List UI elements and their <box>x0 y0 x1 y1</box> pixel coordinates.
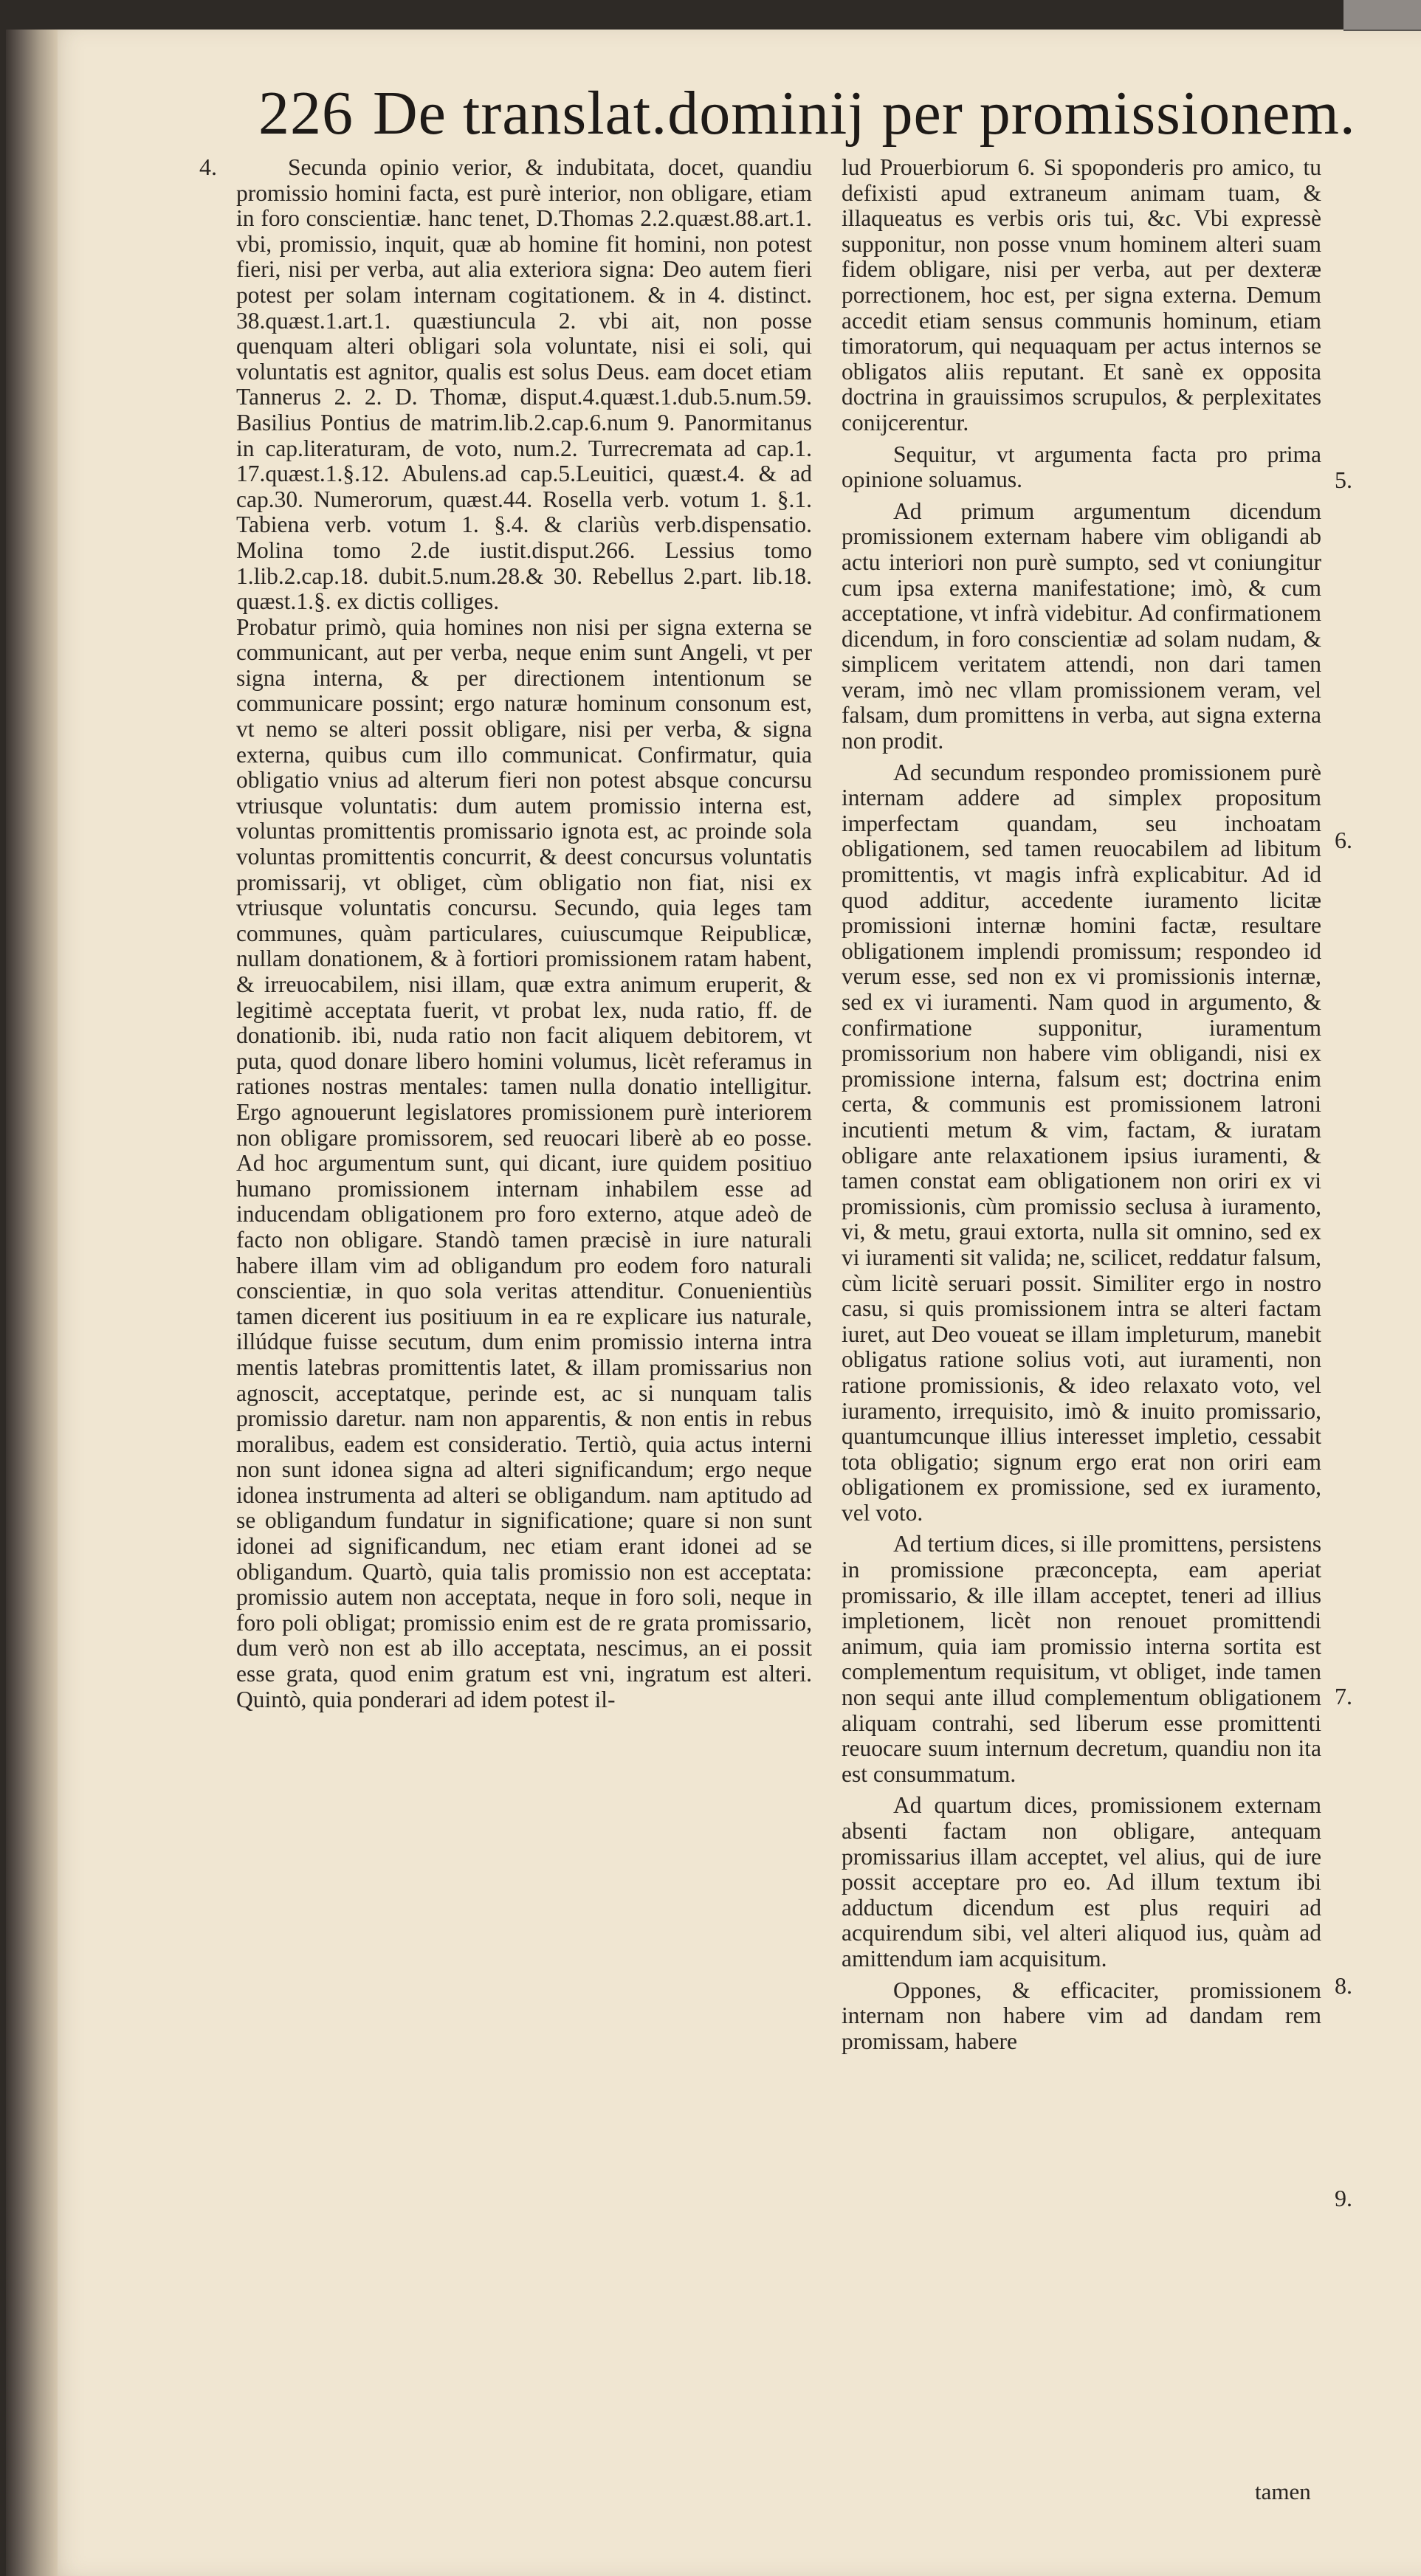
margin-number-5: 5. <box>1335 466 1352 493</box>
catchword: tamen <box>1255 2479 1311 2504</box>
right-paragraph-2: Sequitur, vt argumenta facta pro prima opinione soluamus. <box>842 441 1321 493</box>
margin-number-4: 4. <box>199 154 217 180</box>
margin-number-9: 9. <box>1335 2185 1352 2211</box>
margin-number-6: 6. <box>1335 827 1352 853</box>
running-header <box>258 78 1366 149</box>
right-paragraph-7: Oppones, & efficaciter, promissionem internam non habere vim ad dandam rem promissam, habere <box>842 1977 1321 2054</box>
right-paragraph-4: Ad secundum respondeo promissionem purè internam addere ad simplex propositum imperfectam quandam, seu inchoatam obligationem, sed tamen reuocabilem ad libitum promittentis, vt magis infrà explicabitur. Ad id quod additur, accedente iuramento licitæ promissioni internæ homini factæ, resultare obligationem implendi promissum; respondeo id verum esse, sed non ex vi promissionis internæ, sed ex vi iuramenti. Nam quod in argumento, & confirmatione supponitur, iuramentum promissorium non habere vim obligandi, nisi ex promissione interna, falsum est; doctrina enim certa, & communis est promissionem latroni incutienti metum & vim, factam, & iuratam obligare ante relaxationem ipsius iuramenti, & tamen constat eam obligationem non oriri ex vi promissionis, cùm promissio seclusa à iuramento, vi, & metu, graui extorta, nulla sit omnino, sed ex vi iuramenti sit valida; ne, scilicet, reddatur falsum, cùm licitè seruari possit. Similiter ergo in nostro casu, si quis promissionem intra se alteri factam iuret, aut Deo voueat se illam impleturum, manebit obligatus ratione solius voti, aut iuramenti, non ratione promissionis, & ideo relaxato voto, vel iuramento, irrequisito, imò & inuito promissario, quantumcunque illius interesset impletio, cessabit tota obligatio; signum ergo erat non oriri eam obligationem ex promissione, sed ex iuramento, vel voto. <box>842 759 1321 1526</box>
page-number: 226 <box>258 79 354 148</box>
right-column <box>842 155 1321 2054</box>
running-title: De translat.dominij per promissionem. <box>373 79 1356 148</box>
book-binding <box>6 30 58 2576</box>
left-paragraph-2: Probatur primò, quia homines non nisi per signa externa se communicant, aut per verba, neque enim sunt Angeli, vt per signa interna, & per directionem intentionum se communicare possint; ergo naturæ hominum consonum est, vt nemo se alteri possit obligare, nisi per verba, & signa externa, quibus cum illo communicat. Confirmatur, quia obligatio vnius ad alterum fieri non potest absque concursu vtriusque voluntatis: dum autem promissio interna est, voluntas promittentis promissario ignota est, ac proinde sola voluntas promittentis concurrit, & deest concursus voluntatis promissarij, vt obliget, cùm obligatio non fiat, nisi ex vtriusque voluntatis concursu. Secundo, quia leges tam communes, quàm particulares, cuiuscumque Reipublicæ, nullam donationem, & à fortiori promissionem ratam habent, & irreuocabilem, nisi illam, quæ extra animum eruperit, & legitimè acceptata fuerit, vt probat lex, nuda ratio, ff. de donationib. ibi, nuda ratio non facit aliquem debitorem, vt puta, quod donare libero homini volumus, licèt referamus in rationes nostras mentales: tamen nulla donatio intelligitur. Ergo agnouerunt legislatores promissionem purè interiorem non obligare promissorem, sed reuocari liberè ab eo posse. Ad hoc argumentum sunt, qui dicant, iure quidem positiuo humano promissionem internam inhabilem esse ad inducendam obligationem pro foro externo, atque adeò de facto non obligare. Standò tamen præcisè in iure naturali habere illam vim ad obligandum pro eodem foro naturali conscientiæ, in quo sola veritas attenditur. Conuenientiùs tamen dicerent ius positiuum in ea re explicare ius naturale, illúdque fuisse secutum, dum enim promissio interna intra mentis latebras promittentis latet, & illam promissarius non agnoscit, acceptatque, perinde est, ac si nunquam talis promissio daretur. nam non apparentis, & non entis in rebus moralibus, eadem est consideratio. Tertiò, quia actus interni non sunt idonea signa ad alteri significandum; ergo neque idonea instrumenta ad alteri se obligandum. nam aptitudo ad se obligandum fundatur in significatione; quare si non sunt idonei ad significandum, nec etiam erant idonei ad se obligandum. Quartò, quia talis promissio non est acceptata: promissio autem non acceptata, neque in foro soli, neque in foro poli obligat; promissio enim est de re grata promissario, dum verò non est ab illo acceptata, nescimus, an ei possit esse grata, quod enim gratum est vni, ingratum est alteri. Quintò, quia ponderari ad idem potest il- <box>236 613 812 1712</box>
left-paragraph-1: Secunda opinio verior, & indubitata, docet, quandiu promissio homini facta, est purè interior, non obligare, etiam in foro conscientiæ. hanc tenet, D.Thomas 2.2.quæst.88.art.1. vbi, promissio, inquit, quæ ab homine fit homini, non potest fieri, nisi per verba, aut alia exteriora signa: Deo autem fieri potest per solam internam cogitationem. & in 4. distinct. 38.quæst.1.art.1. quæstiuncula 2. vbi ait, non posse quenquam alteri obligari sola voluntate, nisi ei soli, qui voluntatis est agnitor, qualis est solus Deus. eam docet etiam Tannerus 2. 2. D. Thomæ, disput.4.quæst.1.dub.5.num.59. Basilius Pontius de matrim.lib.2.cap.6.num 9. Panormitanus in cap.literaturam, de voto, num.2. Turrecremata ad cap.1. 17.quæst.1.§.12. Abulens.ad cap.5.Leuitici, quæst.4. & ad cap.30. Numerorum, quæst.44. Rosella verb. votum 1. §.1. Tabiena verb. votum 1. §.4. & clariùs verb.dispensatio. Molina tomo 2.de iustit.disput.266. Lessius tomo 1.lib.2.cap.18. dubit.5.num.28.& 30. Rebellus 2.part. lib.18. quæst.1.§. ex dictis colliges. <box>236 154 812 615</box>
margin-number-7: 7. <box>1335 1683 1352 1709</box>
left-column <box>236 155 812 1712</box>
right-paragraph-6: Ad quartum dices, promissionem externam absenti factam non obligare, antequam promissarius illam acceptet, vel alius, qui de iure possit acceptare pro eo. Ad illum textum ibi adductum dicendum est plus requiri ad acquirendum sibi, vel alteri aliquod ius, quàm ad amittendum iam acquisitum. <box>842 1792 1321 1971</box>
right-paragraph-3: Ad primum argumentum dicendum promissionem externam habere vim obligandi ab actu interiori non purè sumpto, sed vt coniungitur cum ipsa externa manifestatione; imò, & cum acceptatione, vt infrà videbitur. Ad confirmationem dicendum, in foro conscientiæ ad solam nudam, & simplicem veritatem attendi, non dari tamen veram, imò nec vllam promissionem veram, vel falsam, dum promittens in verba, aut signa externa non prodit. <box>842 497 1321 754</box>
margin-number-8: 8. <box>1335 1972 1352 1999</box>
right-paragraph-1: lud Prouerbiorum 6. Si spoponderis pro amico, tu defixisti apud extraneum animam tuam, & illaqueatus es verbis oris tui, &c. Vbi expressè supponitur, non posse vnum hominem alteri suam fidem obligare, nisi per verba, aut per dexteræ porrectionem, hoc est, per signa externa. Demum accedit etiam sensus communis hominum, etiam timoratorum, qui nequaquam per actus internos se obligatos aliis reputant. Et sanè ex opposita doctrina in grauissimos scrupulos, & perplexitates conijcerentur. <box>842 154 1321 435</box>
right-paragraph-5: Ad tertium dices, si ille promittens, persistens in promissione præconcepta, eam aperiat promissario, & ille illam acceptet, teneri ad illius impletionem, licèt non renouet promittendi animum, quia iam promissio interna sortita est complementum requisitum, vt obliget, inde tamen non sequi ante illud complementum obligationem aliquam contrahi, sed liberum esse promittenti reuocare suum internum decretum, quandiu non ita est consummatum. <box>842 1531 1321 1787</box>
scanner-clip <box>1343 0 1421 31</box>
